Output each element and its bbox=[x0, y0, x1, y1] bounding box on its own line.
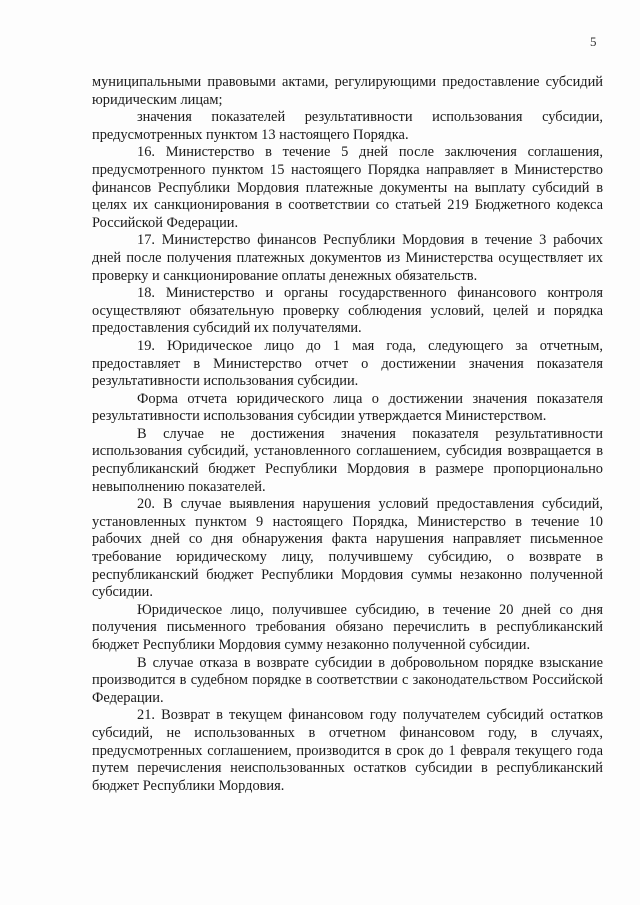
paragraph-clause-19: 19. Юридическое лицо до 1 мая года, следующего за отчетным, предоставляет в Министерство отчет о достижении значения показателя результативности использования субсидии. bbox=[92, 337, 603, 390]
paragraph-clause-16: 16. Министерство в течение 5 дней после заключения соглашения, предусмотренного пунктом 15 настоящего Порядка направляет в Министерство финансов Республики Мордовия платежные документы на выплату субсидий в целях их санкционирования в соответствии со статьей 219 Бюджетного кодекса Российской Федерации. bbox=[92, 144, 603, 231]
document-body bbox=[92, 74, 603, 795]
paragraph-indicators: значения показателей результативности использования субсидии, предусмотренных пунктом 13 настоящего Порядка. bbox=[92, 109, 603, 143]
paragraph-clause-18: 18. Министерство и органы государственного финансового контроля осуществляют обязательную проверку соблюдения условий, целей и порядка предоставления субсидий их получателями. bbox=[92, 285, 603, 337]
paragraph-clause-20: 20. В случае выявления нарушения условий предоставления субсидий, установленных пунктом 9 настоящего Порядка, Министерство в течение 10 рабочих дней со дня обнаружения факта нарушения направляет письменное требование юридическому лицу, получившему субсидию, о возврате в республиканский бюджет Республики Мордовия суммы незаконно полученной субсидии. bbox=[92, 496, 603, 601]
paragraph-continuation: муниципальными правовыми актами, регулирующими предоставление субсидий юридическим лицам; bbox=[92, 74, 603, 108]
page-number: 5 bbox=[590, 34, 597, 49]
paragraph-non-achievement: В случае не достижения значения показателя результативности использования субсидий, установленного соглашением, субсидия возвращается в республиканский бюджет Республики Мордовия в размере пропорционально невыполнению показателей. bbox=[92, 425, 603, 495]
paragraph-clause-17: 17. Министерство финансов Республики Мордовия в течение 3 рабочих дней после получения платежных документов из Министерства осуществляет их проверку и санкционирование оплаты денежных обязательств. bbox=[92, 232, 603, 284]
paragraph-clause-21: 21. Возврат в текущем финансовом году получателем субсидий остатков субсидий, не использованных в отчетном финансовом году, в случаях, предусмотренных соглашением, производится в срок до 1 февраля текущего года путем перечисления неиспользованных остатков субсидии в республиканский бюджет Республики Мордовия. bbox=[92, 707, 603, 794]
paragraph-court-recovery: В случае отказа в возврате субсидии в добровольном порядке взыскание производится в судебном порядке в соответствии с законодательством Российской Федерации. bbox=[92, 654, 603, 706]
paragraph-report-form: Форма отчета юридического лица о достижении значения показателя результативности использования субсидии утверждается Министерством. bbox=[92, 390, 603, 425]
paragraph-refund-obligation: Юридическое лицо, получившее субсидию, в течение 20 дней со дня получения письменного требования обязано перечислить в республиканский бюджет Республики Мордовия сумму незаконно полученной субсидии. bbox=[92, 601, 603, 653]
